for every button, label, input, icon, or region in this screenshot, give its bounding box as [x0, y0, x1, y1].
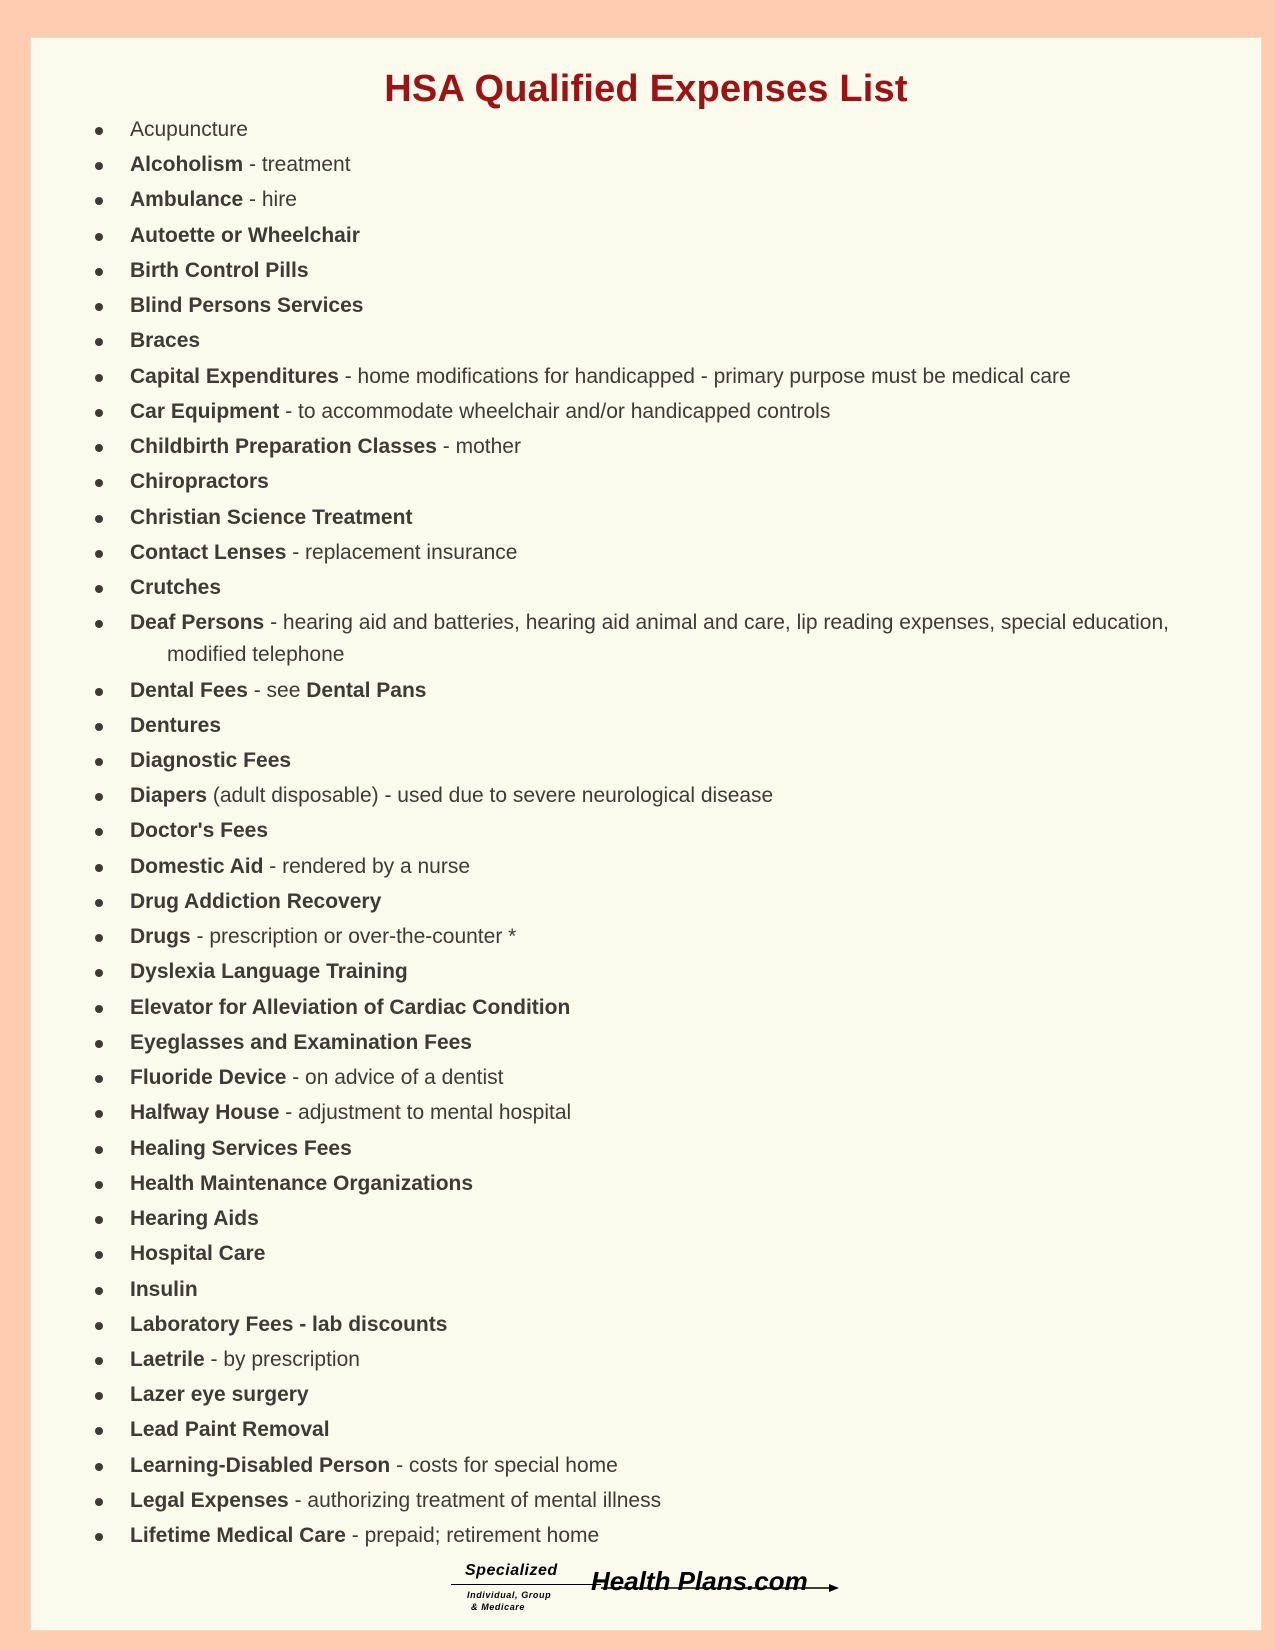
- list-item: [61, 537, 1231, 569]
- item-reference: Dental Pans: [306, 678, 427, 702]
- list-item: [61, 815, 1231, 847]
- item-description: Acupuncture: [130, 118, 248, 141]
- bullet-icon: [95, 758, 103, 766]
- item-description: - see: [247, 678, 307, 702]
- bullet-icon: [95, 1005, 103, 1013]
- list-item: [61, 1168, 1231, 1200]
- item-description: - on advice of a dentist: [286, 1066, 504, 1090]
- list-item: [61, 1309, 1231, 1341]
- item-name: Lead Paint Removal: [130, 1418, 330, 1442]
- bullet-icon: [95, 1075, 103, 1083]
- item-description: - home modifications for handicapped - primary purpose must be medical care: [338, 364, 1071, 388]
- item-name: Birth Control Pills: [130, 258, 309, 282]
- item-name: Fluoride Device: [130, 1066, 287, 1090]
- list-item: [61, 921, 1231, 953]
- bullet-icon: [95, 479, 103, 487]
- list-item: [61, 956, 1231, 988]
- item-name: Eyeglasses and Examination Fees: [130, 1030, 472, 1054]
- item-name: Health Maintenance Organizations: [130, 1171, 474, 1195]
- item-name: Laetrile: [130, 1347, 205, 1371]
- item-name: Car Equipment: [130, 399, 280, 423]
- item-description: - by prescription: [204, 1347, 360, 1371]
- document-page: [30, 37, 1262, 1631]
- bullet-icon: [95, 1322, 103, 1330]
- bullet-icon: [95, 1392, 103, 1400]
- item-name: Lazer eye surgery: [130, 1383, 309, 1407]
- list-item: [61, 572, 1231, 604]
- bullet-icon: [95, 338, 103, 346]
- list-item: [61, 780, 1231, 812]
- bullet-icon: [95, 268, 103, 276]
- item-name: Doctor's Fees: [130, 819, 269, 843]
- item-name: Elevator for Alleviation of Cardiac Condition: [130, 995, 571, 1019]
- list-item: [61, 255, 1231, 287]
- item-name: Blind Persons Services: [130, 294, 364, 318]
- bullet-icon: [95, 162, 103, 170]
- list-item: [61, 466, 1231, 498]
- list-item: [61, 220, 1231, 252]
- list-item: [61, 851, 1231, 883]
- list-item: [61, 992, 1231, 1024]
- list-item: [61, 745, 1231, 777]
- item-name: Ambulance: [130, 188, 244, 212]
- list-item: [61, 184, 1231, 216]
- item-description: - hire: [243, 188, 297, 212]
- item-description: - treatment: [243, 153, 351, 177]
- item-description: - to accommodate wheelchair and/or handicapped controls: [279, 399, 831, 423]
- bullet-icon: [95, 127, 103, 135]
- bullet-icon: [95, 899, 103, 907]
- item-name: Autoette or Wheelchair: [130, 223, 360, 247]
- item-description: - costs for special home: [390, 1453, 618, 1477]
- item-name: Chiropractors: [130, 470, 269, 494]
- list-item: [61, 431, 1231, 463]
- item-description: - prepaid; retirement home: [345, 1524, 600, 1548]
- bullet-icon: [95, 1251, 103, 1259]
- item-name: Contact Lenses: [130, 540, 287, 564]
- list-item: [61, 325, 1231, 357]
- item-description: - hearing aid and batteries, hearing aid animal and care, lip reading expenses, special education,: [264, 611, 1169, 635]
- bullet-icon: [95, 233, 103, 241]
- item-description: - rendered by a nurse: [263, 854, 471, 878]
- bullet-icon: [95, 828, 103, 836]
- list-item: [61, 502, 1231, 534]
- list-item: [61, 149, 1231, 181]
- bullet-icon: [95, 1533, 103, 1541]
- item-name: Domestic Aid: [130, 854, 264, 878]
- item-description: - authorizing treatment of mental illness: [288, 1488, 662, 1512]
- bullet-icon: [95, 585, 103, 593]
- bullet-icon: [95, 550, 103, 558]
- bullet-icon: [95, 444, 103, 452]
- bullet-icon: [95, 620, 103, 628]
- bullet-icon: [95, 1463, 103, 1471]
- logo-specialized: Specialized: [465, 1562, 558, 1579]
- list-item: [61, 1133, 1231, 1165]
- list-item: [61, 710, 1231, 742]
- item-name: Alcoholism: [130, 153, 244, 177]
- item-name: Deaf Persons: [130, 611, 265, 635]
- bullet-icon: [95, 723, 103, 731]
- item-name: Braces: [130, 329, 201, 353]
- bullet-icon: [95, 374, 103, 382]
- bullet-icon: [95, 1181, 103, 1189]
- list-item: [61, 1097, 1231, 1129]
- item-name: Healing Services Fees: [130, 1136, 352, 1160]
- bullet-icon: [95, 1216, 103, 1224]
- item-name: Childbirth Preparation Classes: [130, 435, 437, 459]
- item-name: Capital Expenditures: [130, 364, 339, 388]
- item-name: Lifetime Medical Care: [130, 1524, 346, 1548]
- list-item: [61, 1027, 1231, 1059]
- item-name: Laboratory Fees - lab discounts: [130, 1312, 448, 1336]
- bullet-icon: [95, 1040, 103, 1048]
- page-title: HSA Qualified Expenses List: [384, 68, 908, 110]
- bullet-icon: [95, 409, 103, 417]
- bullet-icon: [95, 1427, 103, 1435]
- list-item: [61, 1238, 1231, 1270]
- item-name: Dyslexia Language Training: [130, 960, 408, 984]
- bullet-icon: [95, 1110, 103, 1118]
- item-name: Hearing Aids: [130, 1207, 259, 1231]
- list-item: [61, 1450, 1231, 1482]
- list-item: [61, 1203, 1231, 1235]
- list-item: [61, 1379, 1231, 1411]
- list-item: [61, 114, 1231, 146]
- item-name: Learning-Disabled Person: [130, 1453, 391, 1477]
- list-item: [61, 290, 1231, 322]
- item-name: Diapers: [130, 784, 208, 808]
- bullet-icon: [95, 515, 103, 523]
- item-name: Insulin: [130, 1277, 198, 1301]
- item-description: - adjustment to mental hospital: [279, 1101, 572, 1125]
- bullet-icon: [95, 1287, 103, 1295]
- logo-main: Health Plans.com: [591, 1566, 808, 1596]
- logo-arrow-icon: [581, 1582, 841, 1596]
- item-name: Halfway House: [130, 1101, 280, 1125]
- list-item: [61, 1485, 1231, 1517]
- bullet-icon: [95, 197, 103, 205]
- logo-subtitle-2: & Medicare: [471, 1602, 526, 1612]
- logo: [451, 1562, 881, 1622]
- list-item: [61, 1344, 1231, 1376]
- item-name: Crutches: [130, 576, 222, 600]
- bullet-icon: [95, 934, 103, 942]
- bullet-icon: [95, 303, 103, 311]
- item-description: - replacement insurance: [286, 540, 518, 564]
- list-item: [61, 1062, 1231, 1094]
- item-name: Christian Science Treatment: [130, 505, 413, 529]
- item-description: - prescription or over-the-counter *: [190, 925, 517, 949]
- bullet-icon: [95, 793, 103, 801]
- list-item: [61, 607, 1231, 671]
- item-name: Drug Addiction Recovery: [130, 889, 382, 913]
- list-item: [61, 1520, 1231, 1552]
- item-name: Drugs: [130, 925, 191, 949]
- bullet-icon: [95, 969, 103, 977]
- list-item: [61, 675, 1231, 707]
- bullet-icon: [95, 688, 103, 696]
- list-item: [61, 396, 1231, 428]
- logo-subtitle-1: Individual, Group: [467, 1590, 552, 1600]
- bullet-icon: [95, 864, 103, 872]
- item-name: Dentures: [130, 713, 222, 737]
- bullet-icon: [95, 1357, 103, 1365]
- bullet-icon: [95, 1498, 103, 1506]
- list-item: [61, 361, 1231, 393]
- list-item: [61, 886, 1231, 918]
- expenses-list: [61, 114, 1231, 1555]
- list-item: [61, 1274, 1231, 1306]
- logo-underline: [451, 1584, 601, 1585]
- item-name: Legal Expenses: [130, 1488, 289, 1512]
- item-description: (adult disposable) - used due to severe neurological disease: [207, 784, 774, 808]
- bullet-icon: [95, 1146, 103, 1154]
- item-continuation: modified telephone: [167, 643, 345, 667]
- item-name: Diagnostic Fees: [130, 748, 292, 772]
- item-name: Hospital Care: [130, 1242, 266, 1266]
- item-name: Dental Fees: [130, 678, 248, 702]
- item-description: - mother: [436, 435, 521, 459]
- list-item: [61, 1414, 1231, 1446]
